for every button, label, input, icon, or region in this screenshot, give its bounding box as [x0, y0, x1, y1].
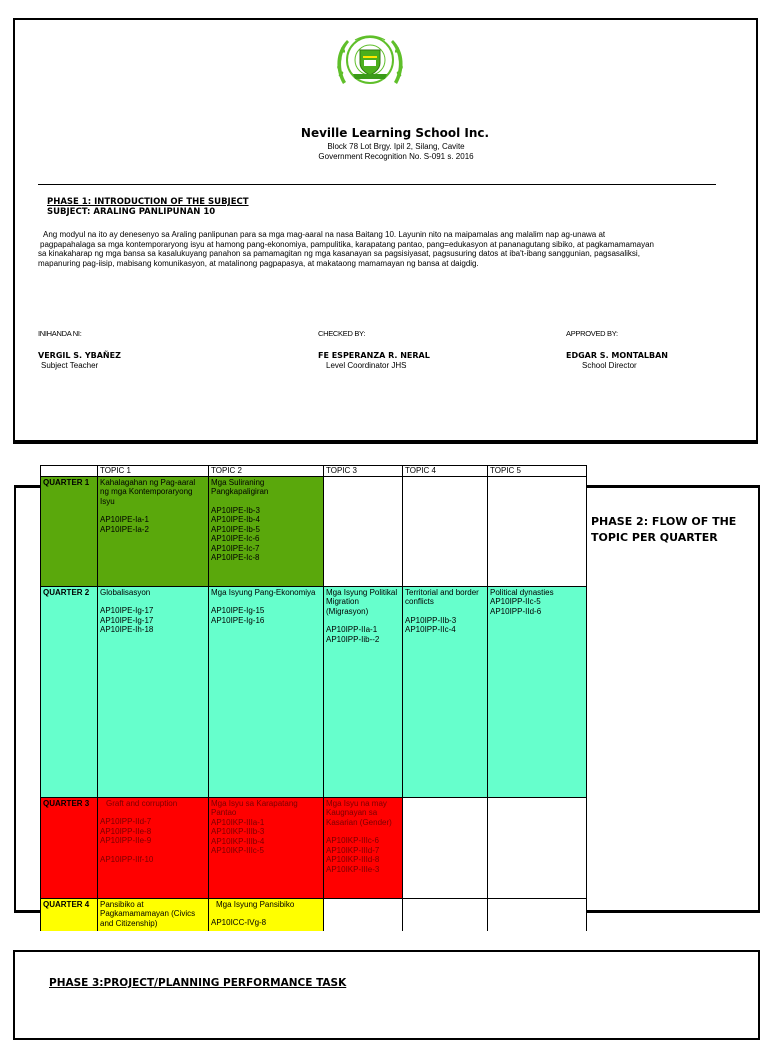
checked-by-role: Level Coordinator JHS	[326, 361, 407, 370]
school-logo	[333, 30, 407, 94]
q3-topic-1-code: AP10IPP-IIf-10	[100, 854, 154, 864]
q3-topic-3-title: Mga Isyu na may Kaugnayan sa Kasarian (Gender)	[326, 798, 392, 827]
q3-topic-2-code: AP10IKP-IIIb-4	[211, 836, 265, 846]
q3-topic-1-code: AP10IPP-IIe-9	[100, 836, 152, 845]
q2-topic-2-code: AP10IPE-Ig-15	[211, 606, 265, 615]
q1-topic-1-codes	[100, 515, 206, 534]
prepared-by-label: INIHANDA NI:	[38, 329, 82, 338]
q2-topic-4-codes	[405, 616, 485, 635]
q2-topic-1-code: AP10IPE-Ih-18	[100, 625, 154, 634]
q3-topic-2-code: AP10IKP-IIIb-3	[211, 827, 265, 836]
q2-topic-3-code: AP10IPP-Iib--2	[326, 634, 380, 644]
phase3-title: PHASE 3:PROJECT/PLANNING PERFORMANCE TASK	[49, 977, 347, 989]
q3-topic-5-cell	[488, 797, 587, 898]
q2-topic-1-code: AP10IPE-Ig-17	[100, 615, 154, 625]
quarter-2-label: QUARTER 2	[41, 586, 98, 797]
q2-topic-2-code: AP10IPE-Ig-16	[211, 615, 265, 625]
q1-topic-2-code: AP10IPE-Ib-3	[211, 505, 260, 515]
q1-topic-2-code: AP10IPE-Ib-4	[211, 515, 260, 524]
q2-topic-4-title: Territorial and border conflicts	[405, 587, 479, 606]
q3-topic-1-codes	[100, 817, 206, 864]
approved-by-role: School Director	[582, 361, 637, 370]
q3-topic-3-codes	[326, 836, 400, 874]
table-row	[41, 797, 587, 898]
header-blank	[41, 466, 98, 477]
q3-topic-2-code: AP10IKP-IIIa-1	[211, 817, 265, 827]
header-topic-5: TOPIC 5	[488, 466, 587, 477]
prepared-by-role: Subject Teacher	[41, 361, 99, 370]
q2-topic-5-codes	[490, 597, 584, 616]
q2-topic-3-code: AP10IPP-IIa-1	[326, 625, 378, 634]
q3-topic-1-code: AP10IPP-IId-7	[100, 817, 152, 826]
quarter-1-label: QUARTER 1	[41, 476, 98, 586]
q1-topic-3-cell	[324, 476, 403, 586]
q3-topic-1-cell	[98, 797, 209, 898]
q1-topic-2-codes	[211, 506, 321, 563]
q1-topic-2-code: AP10IPE-Ic-7	[211, 543, 260, 553]
q2-topic-3-cell	[324, 586, 403, 797]
intro-paragraph	[38, 230, 744, 268]
q2-topic-5-cell	[488, 586, 587, 797]
q4-topic-2-code: AP10ICC-IVg-8	[211, 918, 267, 927]
q3-topic-2-cell	[209, 797, 324, 898]
q2-topic-1-cell	[98, 586, 209, 797]
q1-topic-2-code: AP10IPE-Ib-5	[211, 524, 260, 534]
header-divider	[38, 184, 716, 185]
q2-topic-3-title: Mga Isyung Politikal Migration (Migrasyon)	[326, 587, 398, 616]
intro-line-4: mapanuring pag-iisip, mabisang komunikasyon, at matalinong pagpapasya, at makataong mamamayan ng bansa at daigdig.	[38, 258, 479, 268]
q2-topic-5-code: AP10IPP-IId-6	[490, 606, 542, 616]
q1-topic-2-code: AP10IPE-Ic-6	[211, 534, 260, 543]
school-recognition: Government Recognition No. S-091 s. 2016	[318, 152, 474, 161]
q1-topic-1-cell	[98, 476, 209, 586]
q1-topic-1-code: AP10IPE-Ia-2	[100, 524, 149, 534]
phase2-title: PHASE 2: FLOW OF THE TOPIC PER QUARTER	[591, 515, 737, 544]
q3-topic-2-title: Mga Isyu sa Karapatang Pantao	[211, 798, 298, 817]
school-name: Neville Learning School Inc.	[300, 126, 490, 140]
phase3-box	[13, 950, 760, 1040]
table-row	[41, 586, 587, 797]
table-row	[41, 476, 587, 586]
approved-by-name: EDGAR S. MONTALBAN	[566, 351, 668, 360]
topic-flow-table	[40, 465, 587, 939]
checked-by-name: FE ESPERANZA R. NERAL	[318, 351, 430, 360]
q1-topic-2-cell	[209, 476, 324, 586]
q3-topic-2-code: AP10IKP-IIIc-5	[211, 846, 264, 855]
q2-topic-5-code: AP10IPP-IIc-5	[490, 597, 541, 606]
q2-topic-2-cell	[209, 586, 324, 797]
q3-topic-3-code: AP10IKP-IIIe-3	[326, 864, 380, 874]
q3-topic-3-code: AP10IKP-IIId-7	[326, 845, 380, 855]
q2-topic-5-title: Political dynasties	[490, 587, 554, 597]
header-topic-1: TOPIC 1	[98, 466, 209, 477]
phase1-title: PHASE 1: INTRODUCTION OF THE SUBJECT	[47, 197, 249, 207]
header-topic-4: TOPIC 4	[403, 466, 488, 477]
intro-line-3: sa kinakaharap ng mga bansa sa kasalukuyang panahon sa pamamagitan ng mga kasanayan sa pagsisiyasat, pagsusuring datos at iba't-ibang sanggunian, pagsasaliksi,	[38, 249, 640, 259]
approved-by-label: APPROVED BY:	[566, 329, 618, 338]
q1-topic-1-title: Kahalagahan ng Pag-aaral ng mga Kontemporaryong Isyu	[100, 477, 196, 506]
q2-topic-4-cell	[403, 586, 488, 797]
quarter-3-label: QUARTER 3	[41, 797, 98, 898]
page-gap	[0, 931, 768, 951]
q2-topic-2-codes	[211, 606, 321, 625]
q2-topic-4-code: AP10IPP-IIb-3	[405, 615, 457, 625]
q1-topic-1-code: AP10IPE-Ia-1	[100, 515, 149, 524]
school-address: Block 78 Lot Brgy. Ipil 2, Silang, Cavite	[327, 142, 465, 151]
q2-topic-3-codes	[326, 625, 400, 644]
q1-topic-2-title: Mga Suliraning Pangkapaligiran	[211, 477, 269, 496]
header-topic-3: TOPIC 3	[324, 466, 403, 477]
phase1-subject: SUBJECT: ARALING PANLIPUNAN 10	[47, 207, 216, 217]
q4-topic-1-title: Pansibiko at Pagkamamamayan (Civics and Citizenship)	[100, 899, 196, 928]
q3-topic-3-cell	[324, 797, 403, 898]
table-header-row	[41, 466, 587, 477]
q3-topic-4-cell	[403, 797, 488, 898]
q3-topic-1-title: Graft and corruption	[106, 798, 178, 808]
q3-topic-2-codes	[211, 818, 321, 856]
q4-topic-2-title: Mga Isyung Pansibiko	[216, 899, 295, 909]
q2-topic-1-title: Globalisasyon	[100, 587, 151, 597]
header-topic-2: TOPIC 2	[209, 466, 324, 477]
intro-line-1: Ang modyul na ito ay denesenyo sa Araling panlipunan para sa mga mag-aaral na nasa Baitang 10. Layunin nito na maipamalas ang malalim nap ag-unawa at	[43, 230, 606, 239]
quarter-4-label: QUARTER 4	[41, 898, 98, 938]
q1-topic-4-cell	[403, 476, 488, 586]
prepared-by-name: VERGIL S. YBAÑEZ	[38, 351, 121, 360]
q2-topic-1-codes	[100, 606, 206, 635]
q2-topic-1-code: AP10IPE-Ig-17	[100, 606, 154, 615]
intro-line-2: pagpapahalaga sa mga kontemporaryong isyu at hamong pang-ekonomiya, pampulitika, karapatang pantao, pang=edukasyon at pananagutang sibiko, at pagkamamamayan	[40, 239, 654, 249]
q3-topic-3-code: AP10IKP-IIIc-6	[326, 836, 379, 845]
q3-topic-3-code: AP10IKP-IIId-8	[326, 855, 380, 864]
q1-topic-2-code: AP10IPE-Ic-8	[211, 553, 260, 562]
q3-topic-1-code: AP10IPP-IIe-8	[100, 826, 152, 836]
q2-topic-2-title: Mga Isyung Pang-Ekonomiya	[211, 587, 316, 597]
q1-topic-5-cell	[488, 476, 587, 586]
q2-topic-4-code: AP10IPP-IIc-4	[405, 625, 456, 634]
checked-by-label: CHECKED BY:	[318, 329, 366, 338]
